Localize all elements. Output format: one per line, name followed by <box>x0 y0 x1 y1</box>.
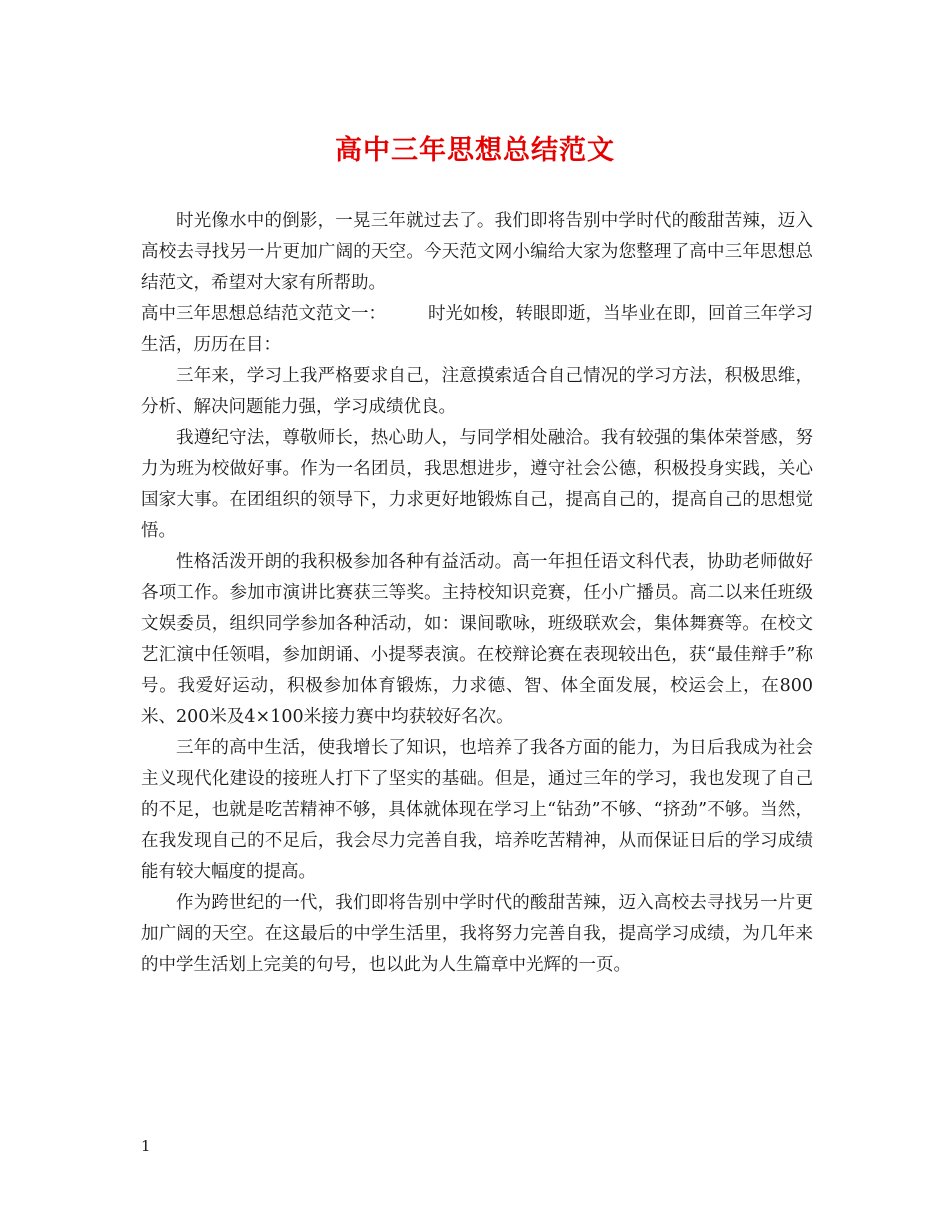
sample-start: 时光如梭，转眼即逝，当毕业在即，回首三年学习生活，历历在目： <box>141 304 813 355</box>
body-paragraph: 三年来，学习上我严格要求自己，注意摸索适合自己情况的学习方法，积极思维，分析、解决问题能力强，学习成绩优良。 <box>141 366 813 417</box>
sample-label: 高中三年思想总结范文范文一： <box>141 304 386 324</box>
body-paragraph: 三年的高中生活，使我增长了知识，也培养了我各方面的能力，为日后我成为社会主义现代化建设的接班人打下了坚实的基础。但是，通过三年的学习，我也发现了自己的不足，也就是吃苦精神不够，具体就体现在学习上“钻劲”不够、“挤劲”不够。当然，在我发现自己的不足后，我会尽力完善自我，培养吃苦精神，从而保证日后的学习成绩能有较大幅度的提高。 <box>141 738 813 882</box>
sample-heading-paragraph <box>141 299 813 361</box>
body-paragraph: 作为跨世纪的一代，我们即将告别中学时代的酸甜苦辣，迈入高校去寻找另一片更加广阔的天空。在这最后的中学生活里，我将努力完善自我，提高学习成绩，为几年来的中学生活划上完美的句号，也以此为人生篇章中光辉的一页。 <box>141 893 813 975</box>
document-body <box>141 206 813 981</box>
body-paragraph: 我遵纪守法，尊敬师长，热心助人，与同学相处融洽。我有较强的集体荣誉感，努力为班为校做好事。作为一名团员，我思想进步，遵守社会公德，积极投身实践，关心国家大事。在团组织的领导下，力求更好地锻炼自己，提高自己的，提高自己的思想觉悟。 <box>141 428 813 541</box>
body-paragraph: 性格活泼开朗的我积极参加各种有益活动。高一年担任语文科代表，协助老师做好各项工作。参加市演讲比赛获三等奖。主持校知识竞赛，任小广播员。高二以来任班级文娱委员，组织同学参加各种活动，如：课间歌咏，班级联欢会，集体舞赛等。在校文艺汇演中任领唱，参加朗诵、小提琴表演。在校辩论赛在表现较出色，获“最佳辩手”称号。我爱好运动，积极参加体育锻炼，力求德、智、体全面发展，校运会上，在800米、200米及4×100米接力赛中均获较好名次。 <box>141 552 813 727</box>
document-title: 高中三年思想总结范文 <box>335 135 615 166</box>
intro-paragraph: 时光像水中的倒影，一晃三年就过去了。我们即将告别中学时代的酸甜苦辣，迈入高校去寻找另一片更加广阔的天空。今天范文网小编给大家为您整理了高中三年思想总结范文，希望对大家有所帮助。 <box>141 211 813 293</box>
page-number: 1 <box>141 1137 151 1155</box>
